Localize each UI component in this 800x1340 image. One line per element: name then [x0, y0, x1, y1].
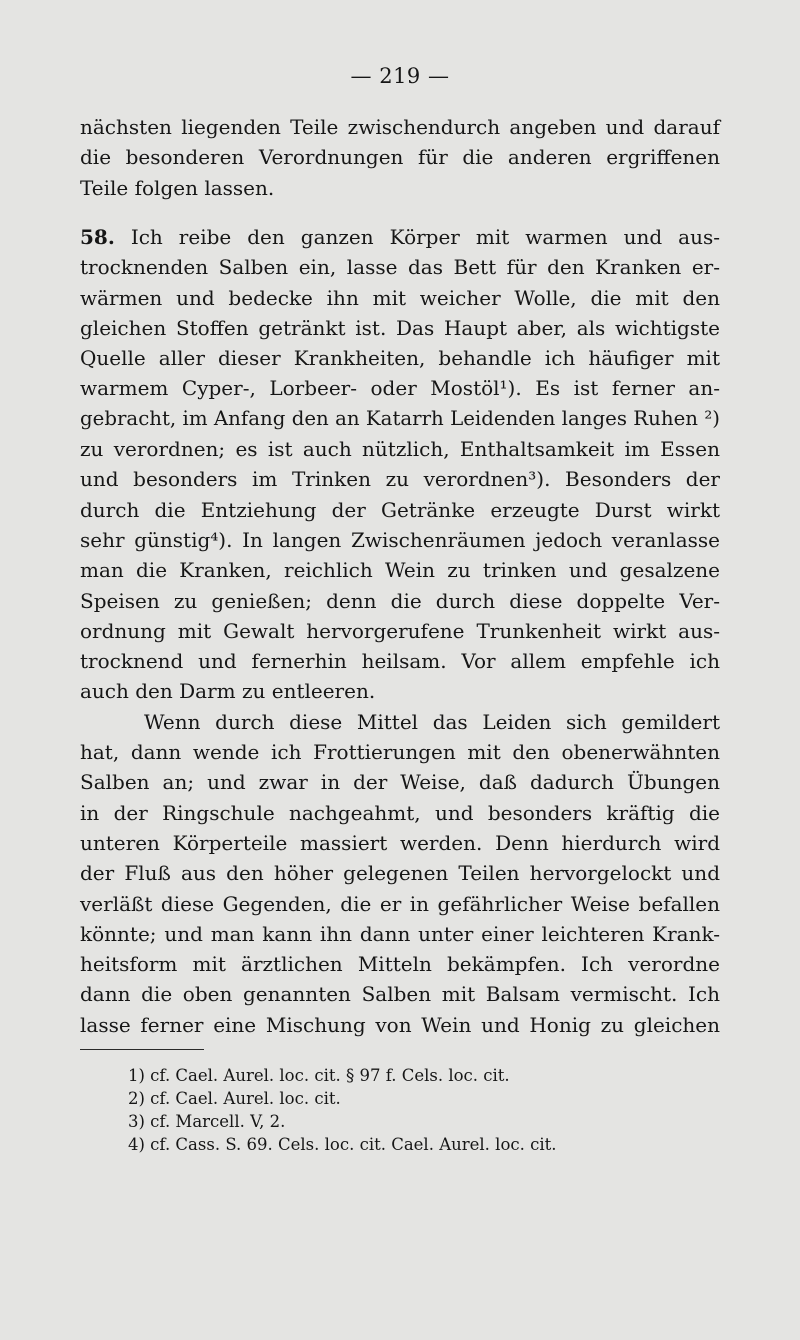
text-line: der Fluß aus den höher gelegenen Teilen hervorgelockt und	[80, 861, 720, 886]
text-line: man die Kranken, reichlich Wein zu trinken und gesalzene	[80, 558, 720, 583]
text-line: Quelle aller dieser Krankheiten, behandle ich häufiger mit	[80, 346, 720, 371]
footnote: 2) cf. Cael. Aurel. loc. cit.	[128, 1089, 341, 1108]
text-line: Speisen zu genießen; denn die durch diese doppelte Ver-	[80, 588, 720, 613]
text-line: trocknend und fernerhin heilsam. Vor allem empfehle ich	[80, 649, 720, 674]
text-line: hat, dann wende ich Frottierungen mit den obenerwähnten	[80, 740, 720, 765]
footnote: 3) cf. Marcell. V, 2.	[128, 1112, 286, 1131]
text-line: könnte; und man kann ihn dann unter einer leichteren Krank-	[80, 921, 720, 946]
text-line: gebracht, im Anfang den an Katarrh Leidenden langes Ruhen ²)	[80, 406, 720, 430]
text-line: unteren Körperteile massiert werden. Denn hierdurch wird	[80, 830, 720, 855]
footnotes	[128, 1064, 728, 1156]
text-line: durch die Entziehung der Getränke erzeugte Durst wirkt	[80, 497, 720, 522]
text-line: warmem Cyper-, Lorbeer- oder Mostöl¹). Es ist ferner an-	[80, 376, 720, 401]
footnote: 1) cf. Cael. Aurel. loc. cit. § 97 f. Cels. loc. cit.	[128, 1066, 510, 1085]
text-block-continuation	[80, 112, 720, 203]
text-line: ordnung mit Gewalt hervorgerufene Trunkenheit wirkt aus-	[80, 618, 720, 643]
text-line: Wenn durch diese Mittel das Leiden sich gemildert	[144, 709, 720, 734]
text-line: heitsform mit ärztlichen Mitteln bekämpfen. Ich verordne	[80, 952, 720, 977]
paragraph-number: 58.	[80, 225, 115, 249]
text-line: und besonders im Trinken zu verordnen³). Besonders der	[80, 467, 720, 492]
text-line: in der Ringschule nachgeahmt, und besonders kräftig die	[80, 800, 720, 825]
text-line: dann die oben genannten Salben mit Balsam vermischt. Ich	[80, 982, 720, 1007]
text-line: verläßt diese Gegenden, die er in gefährlicher Weise befallen	[80, 891, 720, 916]
text-line: Teile folgen lassen.	[80, 175, 275, 200]
text-line: auch den Darm zu entleeren.	[80, 679, 376, 704]
page-number: — 219 —	[350, 64, 450, 88]
footnote: 4) cf. Cass. S. 69. Cels. loc. cit. Cael. Aurel. loc. cit.	[128, 1135, 557, 1154]
text-line: lasse ferner eine Mischung von Wein und Honig zu gleichen	[80, 1012, 720, 1037]
text-line-first	[80, 222, 720, 252]
text-line: zu verordnen; es ist auch nützlich, Enthaltsamkeit im Essen	[80, 437, 720, 462]
text-line-rest: Ich reibe den ganzen Körper mit warmen und aus-	[130, 225, 720, 249]
footnote-divider	[80, 1049, 204, 1050]
text-line: trocknenden Salben ein, lasse das Bett für den Kranken er-	[80, 255, 720, 280]
text-line: nächsten liegenden Teile zwischendurch angeben und darauf	[80, 115, 720, 139]
text-line: Salben an; und zwar in der Weise, daß dadurch Übungen	[80, 770, 720, 795]
text-line: die besonderen Verordnungen für die anderen ergriffenen	[80, 145, 720, 170]
text-line: sehr günstig⁴). In langen Zwischenräumen jedoch veranlasse	[80, 527, 720, 552]
text-line: gleichen Stoffen getränkt ist. Das Haupt aber, als wichtigste	[80, 315, 720, 340]
text-line: wärmen und bedecke ihn mit weicher Wolle, die mit den	[80, 285, 720, 310]
paragraph-58	[80, 222, 720, 1040]
